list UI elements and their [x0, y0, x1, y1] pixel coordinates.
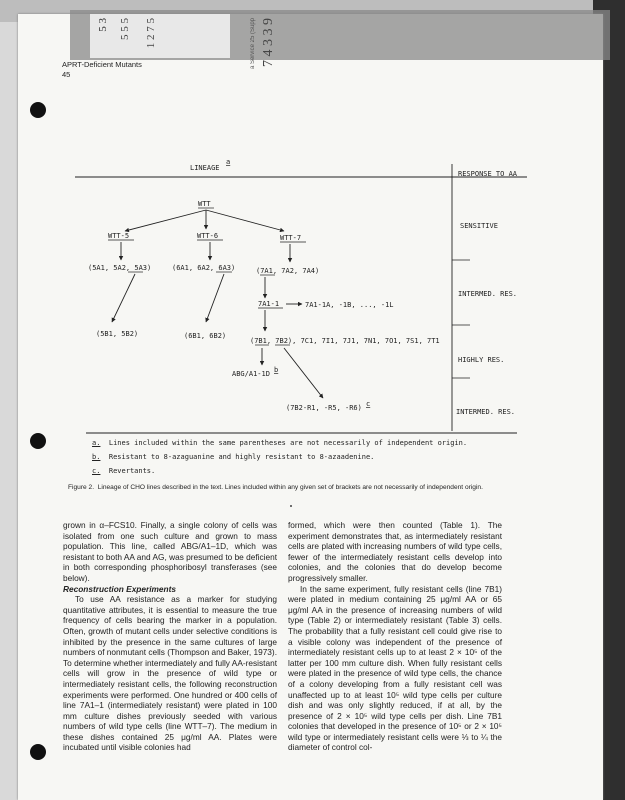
- caption-text: Lineage of CHO lines described in the text. Lines included within any given set of brackets are not necessarily of independent origin.: [97, 484, 483, 491]
- right-paragraph-2: In the same experiment, fully resistant cells (line 7B1) were plated in medium containing 25 μg/ml AA or 65 μg/ml AA in the presence of increasing numbers of wild type (Table 2) or intermediately resistant (Table 3) cells. The probability that a fully resistant cell could give rise to a visible colony was independent of the presence of intermediately resistant cells up to at least 2 × 10⁵ of the latter per 100 mm culture dish. When fully resistant cells were plated in the presence of wild type cells, the chance of a colony developing from a fully resistant cell was unaffected up to at least 10⁵ wild type cells per culture dish and was only slightly reduced, if at all, by the presence of 2 × 10⁵ wild type cells per dish. Line 7B1 colonies that developed in the presence of 10⁵ or 2 × 10⁵ wild type or intermediately resistant cells were ⅓ to ¼ the diameter of control col-: [288, 583, 502, 753]
- footnote-c: [92, 467, 155, 475]
- response-intermed-1: INTERMED. RES.: [458, 290, 518, 298]
- node-wtt6: WTT-6: [197, 232, 219, 240]
- footnote-a-mark: a.: [92, 439, 101, 447]
- node-g7b: (7B1, 7B2), 7C1, 7I1, 7J1, 7N1, 7O1, 7S1, 7T1: [250, 337, 440, 345]
- node-a71-list: 7A1-1A, -1B, ..., -1L: [305, 301, 394, 309]
- footnote-c-text: Revertants.: [108, 467, 156, 475]
- edge-digits-3: 1 2 7 5: [145, 18, 157, 49]
- edge-digits-2: 5 5 5: [119, 18, 131, 40]
- node-wtt7: WTT-7: [280, 234, 302, 242]
- page-number: 45: [62, 70, 71, 79]
- node-g7a: (7A1, 7A2, 7A4): [256, 267, 320, 275]
- footnote-a: [92, 439, 467, 447]
- left-paragraph-2: To use AA resistance as a marker for studying quantitative attributes, it is essential to measure the true frequency of cells bearing the marker in a population. Often, growth of mutant cells under selective conditions is inhibited by the presence in the same cultures of large numbers of nonmutant cells (Thompson and Baker, 1973). To determine whether intermediately and fully AA-resistant cells will grow in the presence of wild type or intermediately resistant cells, the following reconstruction experiments were performed. One hundred or 400 cells of line 7A1–1 (intermediately resistant) were plated in 100 mm culture dishes previously seeded with various numbers of wild type cells (line WTT–7). The medium in these dishes contained 25 μg/ml AA. Plates were incubated until visible colonies had: [63, 594, 277, 753]
- node-g6b: (6B1, 6B2): [184, 332, 227, 340]
- footnote-a-text: Lines included within the same parentheses are not necessarily of independent origin.: [108, 439, 468, 447]
- edge-5a3-g5b: [112, 274, 135, 322]
- lineage-label: LINEAGE: [190, 164, 220, 172]
- node-g5a: (5A1, 5A2, 5A3): [88, 264, 152, 272]
- footnote-c-mark: c.: [92, 467, 101, 475]
- right-paragraph-1: formed, which were then counted (Table 1). The experiment demonstrates that, as intermediately resistant cells are plated with increasing numbers of wild type cells, fewer of the intermediately resistant cells develop into colonies, and the colonies that do develop become progressively smaller.: [288, 520, 502, 583]
- lineage-note: a: [226, 158, 231, 166]
- node-wtt: WTT: [198, 200, 211, 208]
- node-wtt5: WTT-5: [108, 232, 130, 240]
- response-label: RESPONSE TO AA: [458, 170, 518, 178]
- figure-caption: [68, 484, 518, 492]
- response-intermed-2: INTERMED. RES.: [456, 408, 516, 416]
- speck: [290, 505, 292, 507]
- node-g7b2: (7B2-R1, -R5, -R6): [286, 404, 362, 412]
- edge-fine-print: a Service 25 (Supp: [250, 18, 256, 70]
- edge-wtt-wtt5: [125, 210, 206, 231]
- footnote-b: [92, 453, 374, 461]
- node-g6a: (6A1, 6A2, 6A3): [172, 264, 236, 272]
- left-paragraph-1: grown in α–FCS10. Finally, a single colony of cells was isolated from one such culture and grown to mass population. This line, called ABG/A1–1D, which was resistant to both AA and AG, was presumed to be deficient in both corresponding phosphoribosyl transferases (see below).: [63, 520, 278, 583]
- edge-6a3-g6b: [206, 274, 224, 322]
- section-heading: Reconstruction Experiments: [63, 583, 176, 594]
- node-abg-note: b: [274, 366, 279, 374]
- node-g7b2-note: c: [366, 400, 371, 408]
- caption-label: Figure 2.: [68, 484, 95, 491]
- response-sensitive: SENSITIVE: [460, 222, 498, 230]
- node-g5b: (5B1, 5B2): [96, 330, 139, 338]
- edge-digits-4: 7 4 3 3 9: [261, 18, 276, 67]
- running-head-title: APRT-Deficient Mutants: [62, 60, 142, 69]
- body-column-left: [63, 520, 277, 753]
- body-column-right: [288, 520, 502, 753]
- footnote-b-mark: b.: [92, 453, 101, 461]
- node-abg: ABG/A1-1D: [232, 370, 270, 378]
- node-a71: 7A1-1: [258, 300, 280, 308]
- edge-digits-1: 5 3: [97, 18, 109, 32]
- edge-7b2-revertants: [284, 348, 323, 398]
- footnote-b-text: Resistant to 8-azaguanine and highly resistant to 8-azaadenine.: [108, 453, 375, 461]
- response-highly: HIGHLY RES.: [458, 356, 505, 364]
- edge-wtt-wtt7: [206, 210, 284, 231]
